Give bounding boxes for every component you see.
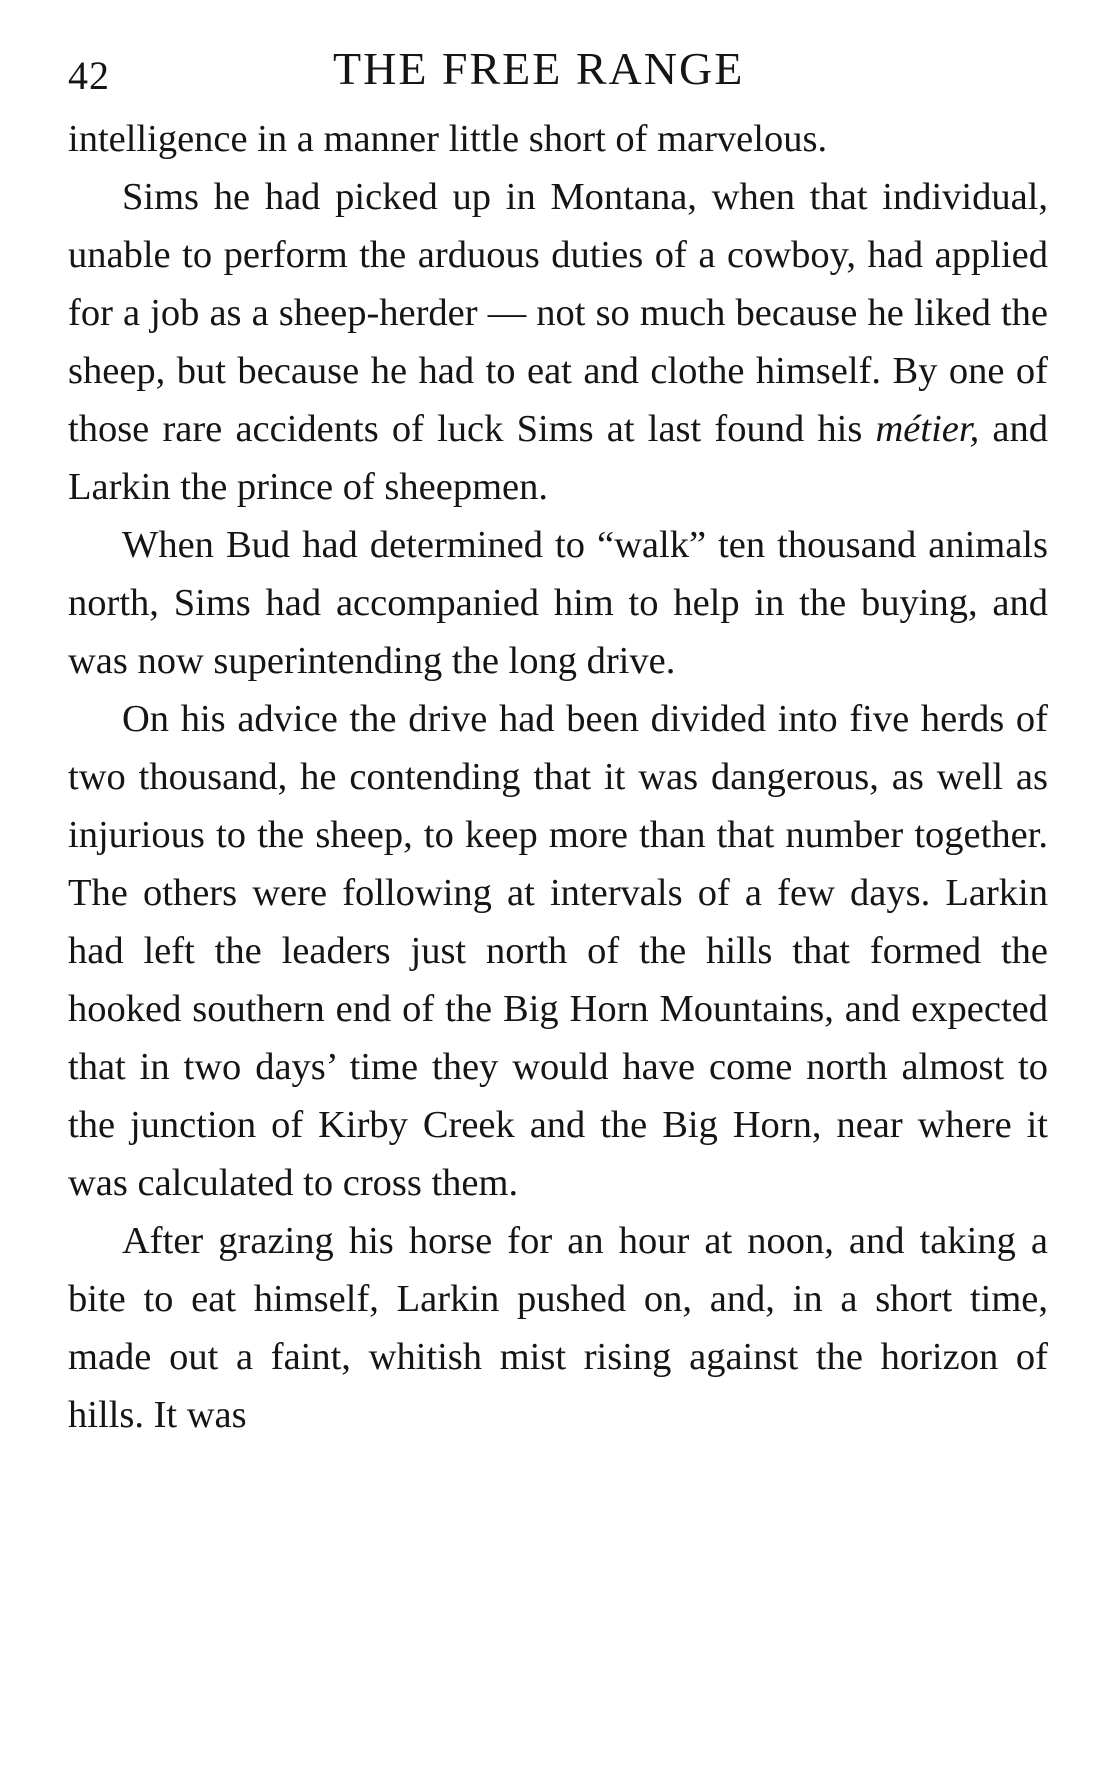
paragraph-text: Sims he had picked up in Montana, when that individual, unable to perform the arduous duties of a cowboy, had applied for a job as a sheep-herder — not so much because he liked the sheep, but because he had to eat and clothe himself. By one of those rare accidents of luck Sims at last found his bbox=[68, 176, 1048, 450]
page-number: 42 bbox=[68, 53, 110, 98]
body-text bbox=[68, 110, 1048, 1444]
book-page bbox=[68, 30, 1048, 1444]
paragraph-continuation: intelligence in a manner little short of marvelous. bbox=[68, 118, 828, 160]
paragraph-grazing: After grazing his horse for an hour at noon, and taking a bite to eat himself, Larkin pushed on, and, in a short time, made out a faint, whitish mist rising against the horizon of hills. It was bbox=[68, 1220, 1048, 1436]
paragraph-text-after: and Larkin the prince of sheepmen. bbox=[68, 408, 1048, 508]
paragraph-bud: When Bud had determined to “walk” ten thousand animals north, Sims had accompanied him to help in the buying, and was now superintending the long drive. bbox=[68, 524, 1048, 682]
paragraph-advice: On his advice the drive had been divided into five herds of two thousand, he contending that it was dangerous, as well as injurious to the sheep, to keep more than that number together. The others were following at intervals of a few days. Larkin had left the leaders just north of the hills that formed the hooked southern end of the Big Horn Mountains, and expected that in two days’ time they would have come north almost to the junction of Kirby Creek and the Big Horn, near where it was calculated to cross them. bbox=[68, 698, 1048, 1204]
paragraph-sims bbox=[68, 168, 1048, 516]
running-title: THE FREE RANGE bbox=[333, 43, 745, 94]
italic-word: métier, bbox=[875, 408, 980, 450]
page-header bbox=[68, 30, 1048, 102]
